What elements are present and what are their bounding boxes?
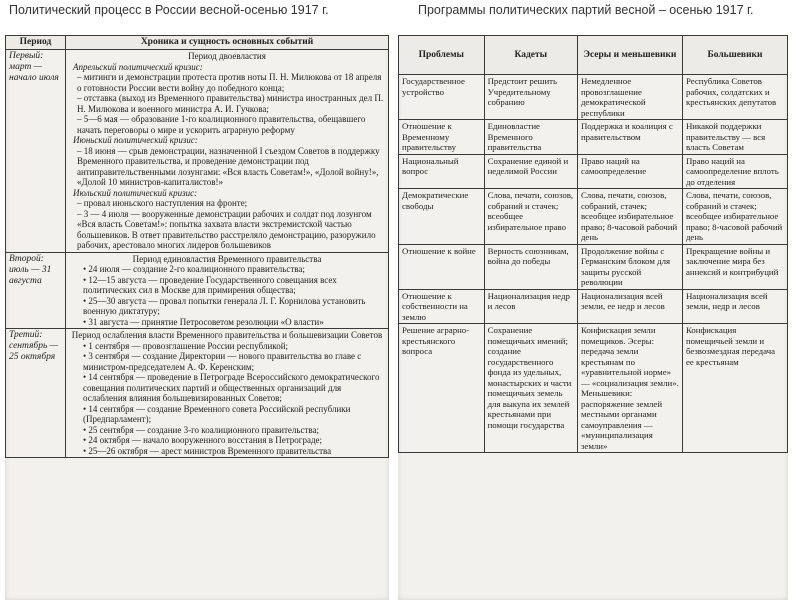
right-caption: Программы политических партий весной – осенью 1917 г. bbox=[418, 3, 754, 17]
crisis-heading: Июньский политический кризис: bbox=[73, 135, 198, 145]
period-label: Второй: июль — 31 августа bbox=[6, 252, 66, 329]
kadets-cell: Сохранение единой и неделимой России bbox=[484, 154, 577, 189]
header-chronicle: Хроника и сущность основных событий bbox=[66, 36, 389, 50]
period-row bbox=[6, 50, 389, 253]
esers-cell: Право наций на самоопределение bbox=[577, 154, 682, 189]
problem-cell: Национальный вопрос bbox=[399, 154, 485, 189]
period-subtitle: Период единовластия Временного правительства bbox=[132, 253, 322, 264]
program-row bbox=[399, 189, 788, 245]
period-subtitle: Период двоевластия bbox=[188, 51, 266, 61]
problem-cell: Государственное устройство bbox=[399, 75, 485, 120]
esers-cell: Слова, печати, союзов, собраний, стачек; всеобщее избирательное право; 8-часовой рабочий день bbox=[577, 189, 682, 245]
problem-cell: Решение аграрно-крестьянского вопроса bbox=[399, 324, 485, 453]
events-cell bbox=[66, 252, 389, 329]
bolsheviks-cell: Никакой поддержки правительству — вся власть Советам bbox=[682, 120, 787, 155]
header-problems: Проблемы bbox=[399, 36, 485, 75]
problem-cell: Отношение к собственности на землю bbox=[399, 289, 485, 324]
period-label: Первый: март — начало июля bbox=[6, 50, 66, 253]
event-line: • 24 октября — начало вооруженного восстания в Петрограде; bbox=[83, 435, 323, 445]
bolsheviks-cell: Прекращение войны и заключение мира без аннексий и контрибуций bbox=[682, 244, 787, 289]
esers-cell: Национализация всей земли, ее недр и лесов bbox=[577, 289, 682, 324]
party-programs-table bbox=[398, 35, 788, 453]
events-cell bbox=[66, 329, 389, 458]
event-line: – провал июньского наступления на фронте; bbox=[77, 198, 248, 208]
bolsheviks-cell: Слова, печати, союзов, собраний и стачек; всеобщее избирательное право; 8-часовой рабочий день bbox=[682, 189, 787, 245]
event-line: – митинги и демонстрации протеста против ноты П. Н. Милюкова от 18 апреля о готовности России вести войну до победного конца; bbox=[77, 72, 382, 93]
kadets-cell: Национализация недр и лесов bbox=[484, 289, 577, 324]
program-row bbox=[399, 289, 788, 324]
problem-cell: Отношение к войне bbox=[399, 244, 485, 289]
program-row bbox=[399, 324, 788, 453]
header-period: Период bbox=[6, 36, 66, 50]
header-bolsheviks: Большевики bbox=[682, 36, 787, 75]
kadets-cell: Единовластие Временного правительства bbox=[484, 120, 577, 155]
program-row bbox=[399, 244, 788, 289]
program-row bbox=[399, 154, 788, 189]
period-subtitle: Период ослабления власти Временного правительства и большевизации Советов bbox=[71, 330, 383, 340]
event-line: – отставка (выход из Временного правительства) министра иностранных дел П. Н. Милюкова и военного министра А. И. Гучкова; bbox=[77, 93, 384, 114]
right-scan-page bbox=[398, 35, 788, 600]
period-label: Третий: сентябрь — 25 октября bbox=[6, 329, 66, 458]
bolsheviks-cell: Республика Советов рабочих, солдатских и крестьянских депутатов bbox=[682, 75, 787, 120]
program-row bbox=[399, 120, 788, 155]
crisis-heading: Апрельский политический кризис: bbox=[73, 61, 203, 72]
left-caption: Политический процесс в России весной-осенью 1917 г. bbox=[9, 3, 329, 17]
problem-cell: Демократические свободы bbox=[399, 189, 485, 245]
event-line: • 12—15 августа — проведение Государственного совещания всех политических сил в Москве для примирения общества; bbox=[83, 274, 337, 295]
esers-cell: Немедленное провозглашение демократической республики bbox=[577, 75, 682, 120]
left-scan-page bbox=[5, 35, 389, 600]
event-line: – 3 — 4 июля — вооруженные демонстрации рабочих и солдат под лозунгом «Вся власть Советам!»: попытка захвата власти экстремистской частью большевиков. В ответ правительство расстреляло демонстрацию, разоружило рабочих, арестовало многих лидеров большевиков bbox=[77, 208, 376, 250]
esers-cell: Продолжение войны с Германским блоком для защиты русской революции bbox=[577, 244, 682, 289]
event-line: • 14 сентября — создание Временного совета Российской республики (Предпарламент); bbox=[83, 403, 351, 424]
bolsheviks-cell: Национализация всей земли, недр и лесов bbox=[682, 289, 787, 324]
event-line: • 3 сентября — создание Директории — нового правительства во главе с министром-председателем А. Ф. Керенским; bbox=[83, 351, 362, 372]
crisis-heading: Июльский политический кризис: bbox=[73, 187, 198, 198]
events-cell bbox=[66, 50, 389, 253]
event-line: • 14 сентября — проведение в Петрограде Всероссийского демократического совещания политических партий и общественных организаций для ослабления влияния большевизированных Советов; bbox=[83, 372, 380, 403]
event-line: • 31 августа — принятие Петросоветом резолюции «О власти» bbox=[83, 316, 324, 327]
header-esers-mensheviks: Эсеры и меньшевики bbox=[577, 36, 682, 75]
political-process-table bbox=[5, 35, 389, 458]
problem-cell: Отношение к Временному правительству bbox=[399, 120, 485, 155]
esers-cell: Конфискация земли помещиков. Эсеры: передача земли крестьянам по «уравнительной норме» — «социализация земли». Меньшевики: распоряжение землей местными органами самоуправления — «муниципализация земли» bbox=[577, 324, 682, 453]
kadets-cell: Слова, печати, союзов, собраний и стачек; всеобщее избирательное право bbox=[484, 189, 577, 245]
esers-cell: Поддержка и коалиция с правительством bbox=[577, 120, 682, 155]
kadets-cell: Верность союзникам, война до победы bbox=[484, 244, 577, 289]
kadets-cell: Сохранение помещичьих имений; создание государственного фонда из удельных, монастырских и части помещичьих земель для выкупа их землей крестьянами при помощи государства bbox=[484, 324, 577, 453]
event-line: – 18 июня — срыв демонстрации, назначенной I съездом Советов в поддержку Временного правительства, и проведение демонстрации под антиправительственными лозунгами: «Вся власть Советам!», «Долой войну!», «Долой 10 министров-капиталистов!» bbox=[77, 145, 380, 187]
event-line: • 1 сентября — провозглашение России республикой; bbox=[83, 340, 289, 351]
program-row bbox=[399, 75, 788, 120]
event-line: • 25—30 августа — провал попытки генерала Л. Г. Корнилова установить военную диктатуру; bbox=[83, 295, 366, 316]
bolsheviks-cell: Конфискация помещичьей земли и безвозмездная передача ее крестьянам bbox=[682, 324, 787, 453]
event-line: • 25 сентября — создание 3-го коалиционного правительства; bbox=[83, 424, 320, 435]
kadets-cell: Предстоит решить Учредительному собранию bbox=[484, 75, 577, 120]
event-line: • 24 июля — создание 2-го коалиционного правительства; bbox=[83, 264, 305, 274]
header-kadets: Кадеты bbox=[484, 36, 577, 75]
event-line: – 5—6 мая — образование 1-го коалиционного правительства, обещавшего начать переговоры о мире и ускорить аграрную реформу bbox=[77, 114, 366, 135]
event-line: • 25—26 октября — арест министров Временного правительства bbox=[83, 445, 332, 456]
bolsheviks-cell: Право наций на самоопределение вплоть до отделения bbox=[682, 154, 787, 189]
period-row bbox=[6, 252, 389, 329]
period-row bbox=[6, 329, 389, 458]
